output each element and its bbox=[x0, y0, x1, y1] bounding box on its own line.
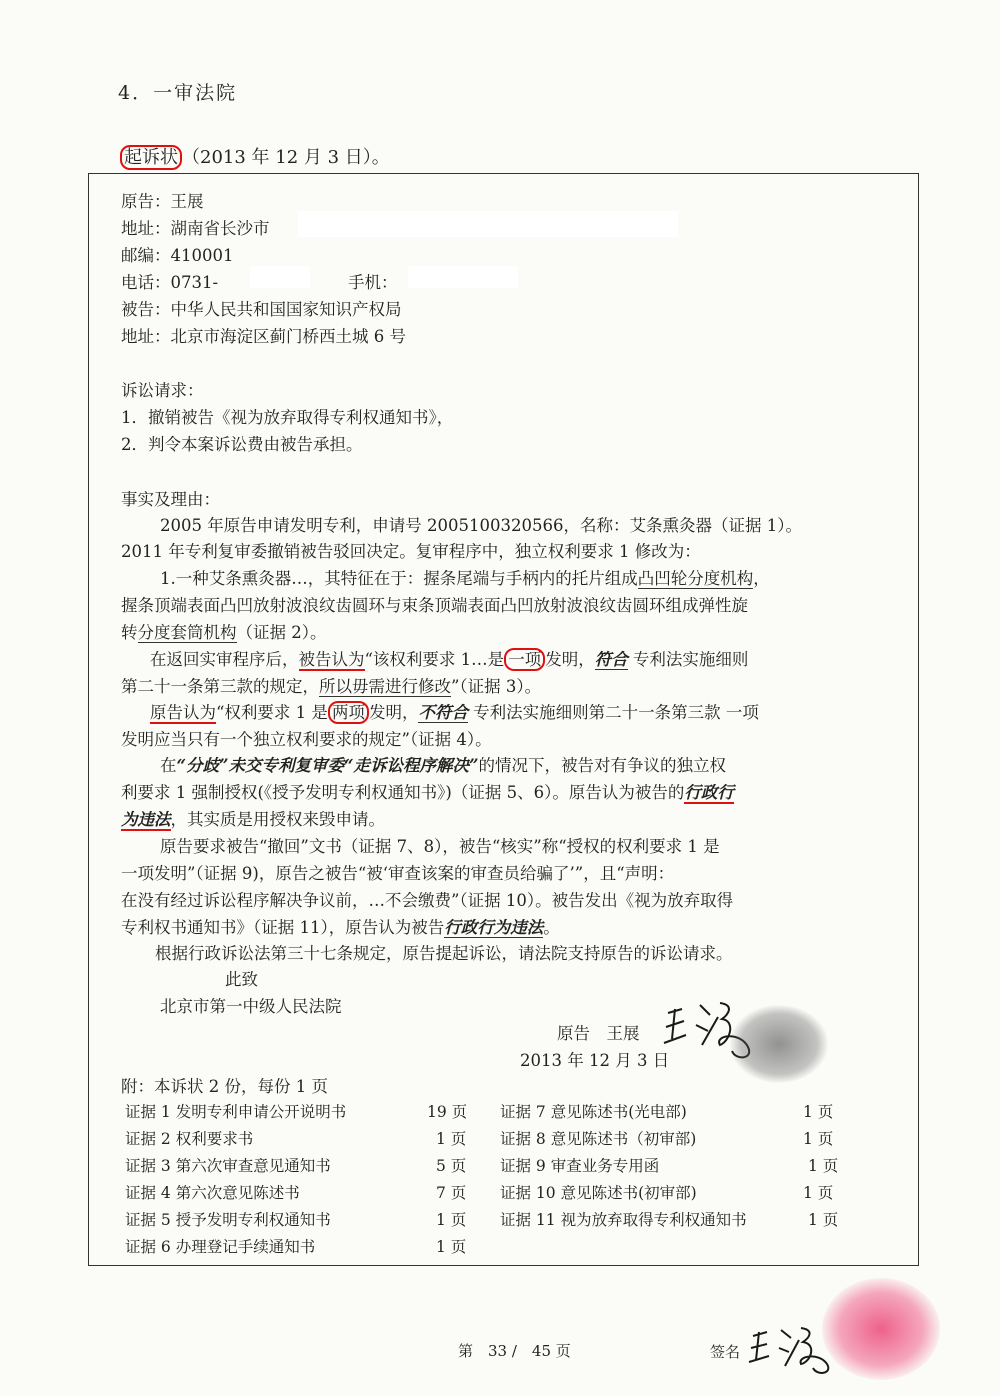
defendant-address: 地址：北京市海淀区蓟门桥西土城 6 号 bbox=[121, 327, 406, 346]
evidence-pages: 1 页 bbox=[803, 1103, 834, 1121]
redaction-address bbox=[298, 211, 678, 237]
evidence-item: 证据 11 视为放弃取得专利权通知书 bbox=[500, 1211, 747, 1229]
complaint-date: （2013 年 12 月 3 日）。 bbox=[182, 147, 390, 168]
facts-p3-line1: 在返回实审程序后，被告认为“该权利要求 1…是 一项 发明，符合 专利法实施细则 bbox=[150, 650, 749, 669]
complaint-title-line bbox=[120, 143, 390, 169]
facts-paragraph-line: 2011 年专利复审委撤销被告驳回决定。复审程序中，独立权利要求 1 修改为： bbox=[121, 542, 701, 561]
facts-p5-line3: 为违法，其实质是用授权来毁申请。 bbox=[121, 810, 385, 829]
red-underline: 原告认为 bbox=[150, 703, 216, 722]
court-name: 北京市第一中级人民法院 bbox=[160, 997, 342, 1016]
evidence-item: 证据 4 第六次意见陈述书 bbox=[125, 1184, 300, 1202]
claim1-line1: 1.一种艾条熏灸器…，其特征在于：握条尾端与手柄内的托片组成凸凹轮分度机构， bbox=[160, 569, 770, 588]
signer: 原告 王展 bbox=[557, 1024, 640, 1043]
claim-item: 1．撤销被告《视为放弃取得专利权通知书》， bbox=[121, 408, 454, 427]
highlight-underline: 分度套筒机构 bbox=[137, 623, 237, 642]
plaintiff: 原告：王展 bbox=[121, 192, 204, 211]
claim1-line2: 握条顶端表面凸凹放射波浪纹齿圆环与束条顶端表面凸凹放射波浪纹齿圆环组成弹性旋 bbox=[121, 596, 748, 615]
facts-p6-line: 专利权书通知书》（证据 11），原告认为被告行政行为违法。 bbox=[121, 918, 560, 937]
evidence-pages: 1 页 bbox=[436, 1130, 467, 1148]
evidence-pages: 1 页 bbox=[803, 1184, 834, 1202]
highlight-underline: 凸凹轮分度机构 bbox=[637, 569, 754, 588]
phone: 电话：0731- bbox=[121, 273, 219, 292]
evidence-item: 证据 7 意见陈述书(光电部) bbox=[500, 1103, 687, 1121]
evidence-pages: 1 页 bbox=[808, 1157, 839, 1175]
signature-date: 2013 年 12 月 3 日 bbox=[520, 1051, 670, 1070]
facts-heading: 事实及理由： bbox=[121, 490, 220, 509]
page-number: 第 33 / 45 页 bbox=[458, 1342, 571, 1360]
evidence-item: 证据 5 授予发明专利权通知书 bbox=[125, 1211, 331, 1229]
facts-p3-line2: 第二十一条第三款的规定，所以毋需进行修改”（证据 3）。 bbox=[121, 677, 542, 696]
evidence-pages: 1 页 bbox=[436, 1211, 467, 1229]
red-underline: 被告认为 bbox=[298, 650, 365, 669]
redaction-mobile bbox=[408, 266, 518, 288]
evidence-pages: 1 页 bbox=[808, 1211, 839, 1229]
facts-p4-line1: 原告认为“权利要求 1 是 两项 发明，不符合 专利法实施细则第二十一条第三款 一项 bbox=[150, 703, 759, 722]
redaction-phone bbox=[250, 266, 310, 288]
evidence-pages: 5 页 bbox=[436, 1157, 467, 1175]
facts-p6-line: 原告要求被告“撤回”文书（证据 7、8），被告“核实”称“授权的权利要求 1 是 bbox=[160, 837, 720, 856]
defendant: 被告：中华人民共和国国家知识产权局 bbox=[121, 300, 402, 319]
claim1-line3: 转分度套筒机构（证据 2）。 bbox=[121, 623, 327, 642]
claims-heading: 诉讼请求： bbox=[121, 381, 204, 400]
evidence-item: 证据 2 权利要求书 bbox=[125, 1130, 254, 1148]
red-underline: 为违法 bbox=[121, 810, 171, 829]
facts-p5-line1: 在“分歧”未交专利复审委“走诉讼程序解决”的情况下，被告对有争议的独立权 bbox=[160, 756, 726, 775]
red-circle: 一项 bbox=[504, 648, 545, 671]
evidence-pages: 7 页 bbox=[436, 1184, 467, 1202]
evidence-item: 证据 3 第六次审查意见通知书 bbox=[125, 1157, 331, 1175]
evidence-item: 证据 9 审查业务专用函 bbox=[500, 1157, 660, 1175]
section-title: 4．一审法院 bbox=[118, 82, 238, 104]
evidence-item: 证据 8 意见陈述书（初审部) bbox=[500, 1130, 697, 1148]
evidence-item: 证据 1 发明专利申请公开说明书 bbox=[125, 1103, 347, 1121]
evidence-pages: 1 页 bbox=[803, 1130, 834, 1148]
evidence-item: 证据 10 意见陈述书(初审部) bbox=[500, 1184, 697, 1202]
sign-label: 签名 bbox=[710, 1343, 741, 1361]
red-fingerprint bbox=[822, 1278, 940, 1380]
red-underline: 行政行 bbox=[684, 783, 734, 802]
red-circle: 两项 bbox=[328, 701, 369, 724]
mobile: 手机： bbox=[348, 273, 398, 292]
evidence-pages: 19 页 bbox=[427, 1103, 468, 1121]
claim-item: 2．判令本案诉讼费由被告承担。 bbox=[121, 435, 363, 454]
evidence-item: 证据 6 办理登记手续通知书 bbox=[125, 1238, 316, 1256]
facts-p4-line2: 发明应当只有一个独立权利要求的规定”（证据 4）。 bbox=[121, 730, 492, 749]
facts-p7: 根据行政诉讼法第三十七条规定，原告提起诉讼，请法院支持原告的诉讼请求。 bbox=[155, 944, 733, 963]
facts-p6-line: 在没有经过诉讼程序解决争议前，…不会缴费”（证据 10）。被告发出《视为放弃取得 bbox=[121, 891, 734, 910]
plaintiff-address: 地址：湖南省长沙市 bbox=[121, 219, 270, 238]
facts-p5-line2: 利要求 1 强制授权(《授予发明专利权通知书》)（证据 5、6）。原告认为被告的行政行 bbox=[121, 783, 734, 802]
facts-p6-line: 一项发明”（证据 9)，原告之被告“被‘审查该案的审查员给骗了’”，且“声明： bbox=[121, 864, 675, 883]
attachment-note: 附：本诉状 2 份，每份 1 页 bbox=[121, 1077, 328, 1096]
evidence-pages: 1 页 bbox=[436, 1238, 467, 1256]
postcode: 邮编：410001 bbox=[121, 246, 234, 265]
complaint-label: 起诉状 bbox=[120, 145, 182, 170]
facts-paragraph-line: 2005 年原告申请发明专利，申请号 2005100320566，名称：艾条熏灸器（证据 1）。 bbox=[160, 516, 802, 535]
fingerprint bbox=[730, 1005, 828, 1083]
salutation: 此致 bbox=[225, 970, 258, 989]
